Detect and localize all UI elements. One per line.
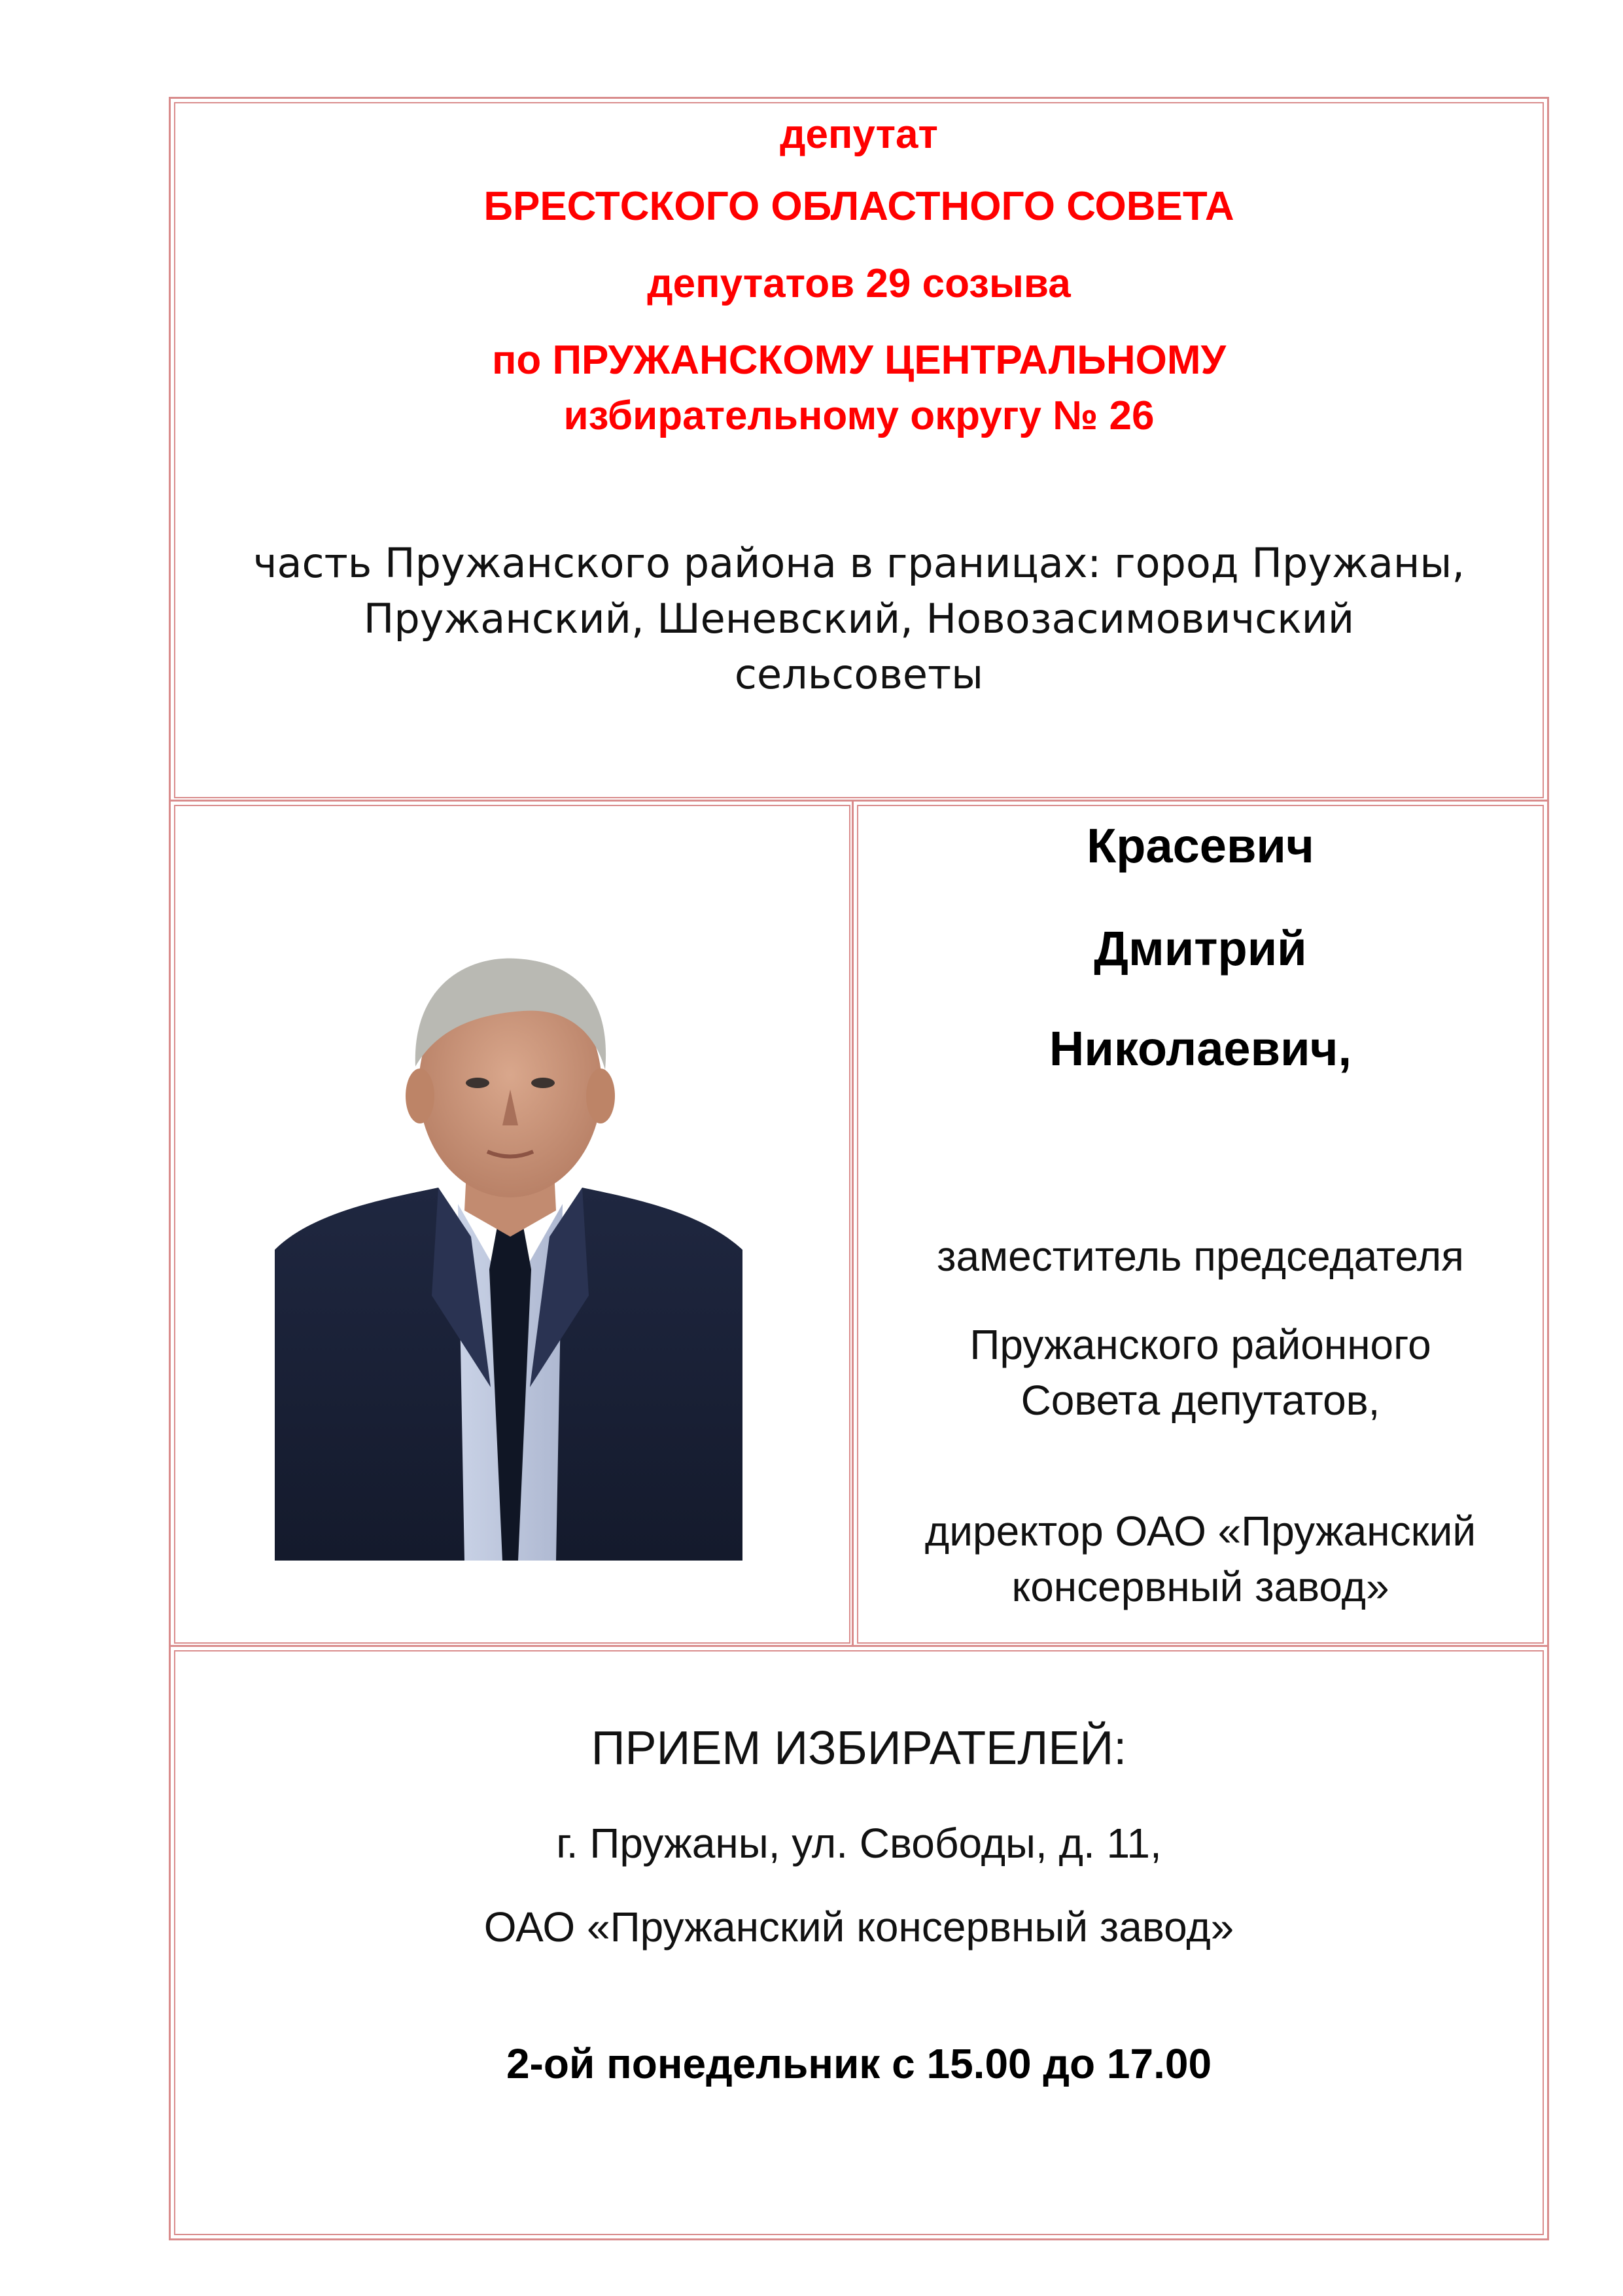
info-cell	[852, 800, 1549, 1649]
reception-address-2: ОАО «Пружанский консервный завод»	[483, 1903, 1234, 1951]
reception-title: ПРИЕМ ИЗБИРАТЕЛЕЙ:	[591, 1722, 1127, 1775]
deputy-name: Дмитрий	[1094, 921, 1307, 976]
title-convocation: депутатов 29 созыва	[647, 261, 1071, 306]
title-district: по ПРУЖАНСКОМУ ЦЕНТРАЛЬНОМУ	[491, 338, 1227, 383]
district-line-2: Пружанский, Шеневский, Новозасимовичский	[363, 595, 1355, 643]
district-line-1: часть Пружанского района в границах: город Пружаны,	[253, 539, 1465, 587]
district-line-3: сельсоветы	[734, 650, 984, 698]
reception-schedule: 2-ой понедельник с 15.00 до 17.00	[506, 2040, 1212, 2087]
position-1-line-2: Пружанского районного	[969, 1321, 1431, 1368]
deputy-patronymic: Николаевич,	[1049, 1021, 1352, 1076]
position-2-line-2: консервный завод»	[1011, 1563, 1389, 1610]
deputy-surname: Красевич	[1087, 819, 1314, 873]
position-2-line-1: директор ОАО «Пружанский	[924, 1508, 1476, 1555]
title-constituency: избирательному округу № 26	[563, 393, 1155, 438]
position-1-line-1: заместитель председателя	[937, 1233, 1464, 1280]
reception-address-1: г. Пружаны, ул. Свободы, д. 11,	[556, 1820, 1162, 1867]
title-deputy: депутат	[780, 112, 938, 157]
deputy-photo	[275, 929, 742, 1561]
reception-section	[169, 1645, 1549, 2240]
header-section	[169, 97, 1549, 804]
position-1-line-3: Совета депутатов,	[1021, 1377, 1380, 1424]
title-council: БРЕСТСКОГО ОБЛАСТНОГО СОВЕТА	[483, 184, 1234, 229]
